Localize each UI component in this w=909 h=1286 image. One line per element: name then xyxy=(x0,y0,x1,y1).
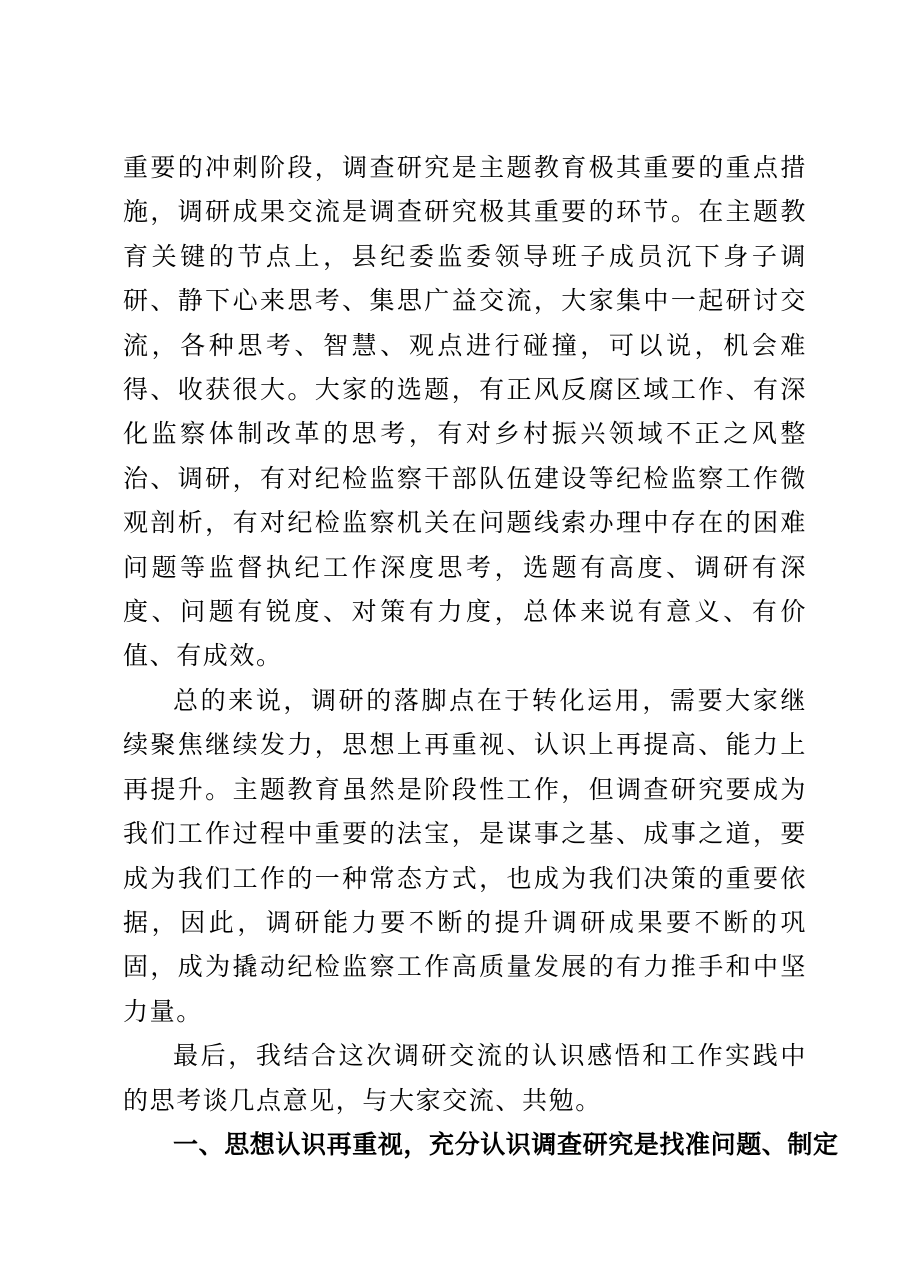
paragraph-summary: 总的来说，调研的落脚点在于转化运用，需要大家继续聚焦继续发力，思想上再重视、认识上再提高、能力上再提升。主题教育虽然是阶段性工作，但调查研究要成为我们工作过程中重要的法宝，是谋事之基、成事之道，要成为我们工作的一种常态方式，也成为我们决策的重要依据，因此，调研能力要不断的提升调研成果要不断的巩固，成为撬动纪检监察工作高质量发展的有力推手和中坚力量。 xyxy=(123,685,807,1026)
section-heading-1: 一、思想认识再重视，充分认识调查研究是找准问题、制定 xyxy=(173,1129,839,1159)
document-body xyxy=(123,146,839,1167)
paragraph-closing: 最后，我结合这次调研交流的认识感悟和工作实践中的思考谈几点意见，与大家交流、共勉。 xyxy=(123,1041,807,1115)
paragraph-continuation: 重要的冲刺阶段，调查研究是主题教育极其重要的重点措施，调研成果交流是调查研究极其重要的环节。在主题教育关键的节点上，县纪委监委领导班子成员沉下身子调研、静下心来思考、集思广益交流，大家集中一起研讨交流，各种思考、智慧、观点进行碰撞，可以说，机会难得、收获很大。大家的选题，有正风反腐区域工作、有深化监察体制改革的思考，有对乡村振兴领域不正之风整治、调研，有对纪检监察干部队伍建设等纪检监察工作微观剖析，有对纪检监察机关在问题线索办理中存在的困难问题等监督执纪工作深度思考，选题有高度、调研有深度、问题有锐度、对策有力度，总体来说有意义、有价值、有成效。 xyxy=(123,153,807,671)
